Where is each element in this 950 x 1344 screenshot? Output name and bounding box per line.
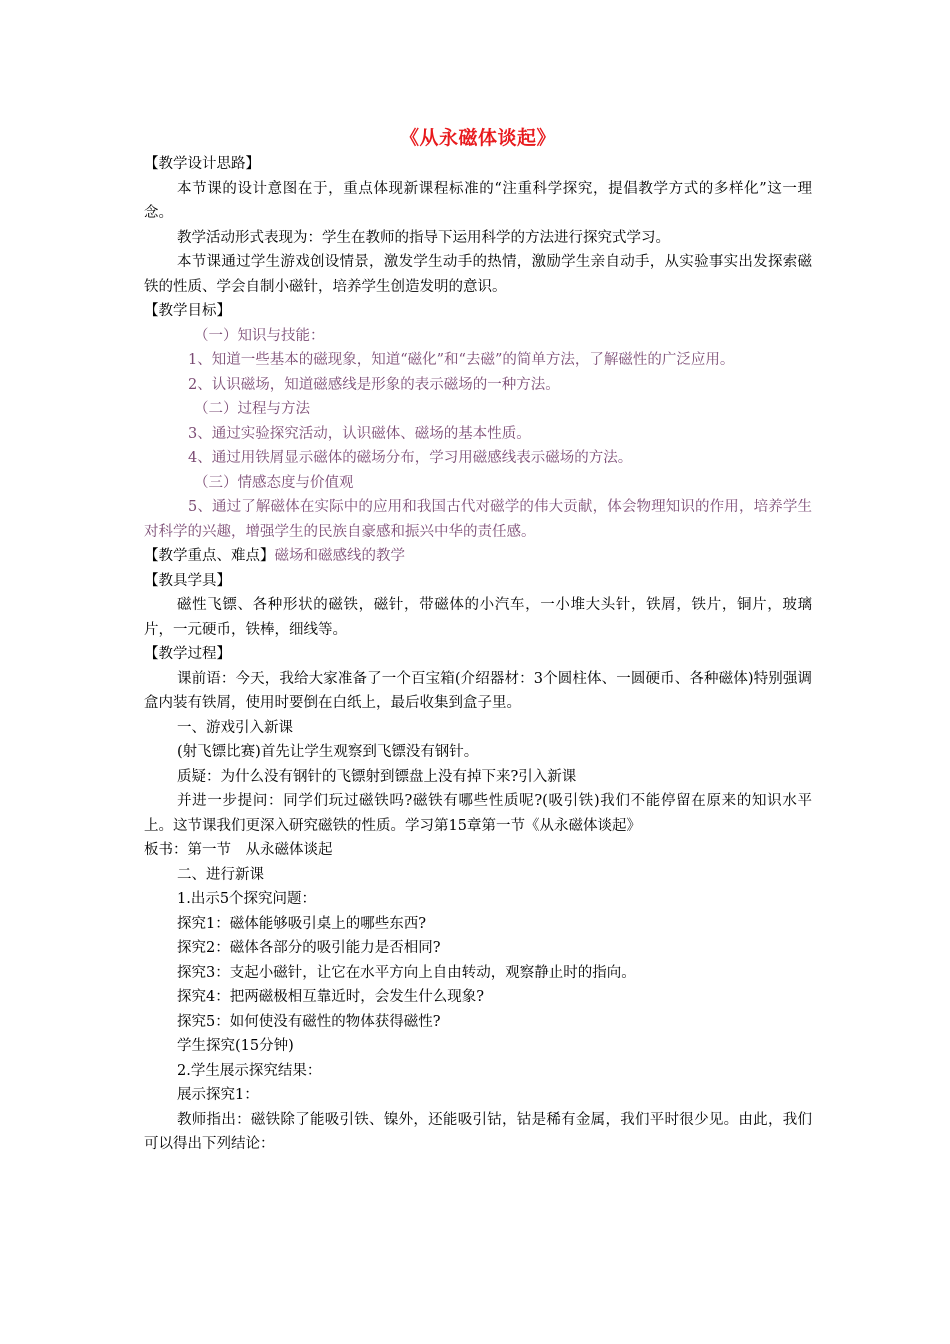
- inquiry-1: 探究1：磁体能够吸引桌上的哪些东西?: [177, 915, 426, 932]
- keypoints-text: 磁场和磁感线的教学: [274, 548, 405, 564]
- section-1-game: (射飞镖比赛)首先让学生观察到飞镖没有钢针。: [177, 744, 479, 760]
- board-text: 板书：第一节 从永磁体谈起: [144, 842, 333, 858]
- design-paragraph-1: 本节课的设计意图在于，重点体现新课程标准的“注重科学探究，提倡教学方式的多样化”这一理念。: [144, 180, 812, 221]
- design-paragraph-3: 本节课通过学生游戏创设情景，激发学生动手的热情，激励学生亲自动手，从实验事实出发探索磁铁的性质、学会自制小磁针，培养学生创造发明的意识。: [144, 254, 812, 295]
- inquiry-3: 探究3：支起小磁针，让它在水平方向上自由转动，观察静止时的指向。: [177, 964, 636, 981]
- teacher-note: 教师指出：磁铁除了能吸引铁、镍外，还能吸引钴，钴是稀有金属，我们平时很少见。由此，我们可以得出下列结论：: [144, 1111, 812, 1152]
- objectives-sub-attitude: （三）情感态度与价值观: [194, 474, 354, 491]
- document-title: 《从永磁体谈起》: [399, 127, 556, 149]
- objectives-sub-knowledge: （一）知识与技能：: [194, 327, 325, 344]
- keypoints-line: [144, 544, 812, 569]
- show-inquiry-1: 展示探究1：: [177, 1087, 259, 1103]
- process-intro: 课前语：今天，我给大家准备了一个百宝箱(介绍器材：3个圆柱体、一圆硬币、各种磁体)特别强调盒内装有铁屑，使用时要倒在白纸上，最后收集到盒子里。: [144, 670, 812, 711]
- tools-text: 磁性飞镖、各种形状的磁铁，磁针，带磁体的小汽车，一小堆大头针，铁屑，铁片，铜片，玻璃片，一元硬币，铁棒，细线等。: [144, 597, 812, 638]
- inquiry-intro: 1.出示5个探究问题：: [177, 891, 317, 907]
- inquiry-4: 探究4：把两磁极相互靠近时，会发生什么现象?: [177, 989, 484, 1005]
- keypoints-heading: 【教学重点、难点】: [144, 548, 275, 564]
- document-page: [144, 124, 812, 1157]
- objective-item-4: 4、通过用铁屑显示磁体的磁场分布，学习用磁感线表示磁场的方法。: [188, 450, 633, 466]
- process-heading: 【教学过程】: [144, 646, 231, 662]
- objective-item-1: 1、知道一些基本的磁现象，知道“磁化”和“去磁”的简单方法，了解磁性的广泛应用。: [188, 352, 735, 368]
- show-results: 2.学生展示探究结果：: [177, 1062, 322, 1079]
- design-heading: 【教学设计思路】: [144, 156, 260, 172]
- inquiry-2: 探究2：磁体各部分的吸引能力是否相同?: [177, 940, 441, 956]
- objectives-sub-process: （二）过程与方法: [194, 401, 310, 417]
- section-1-question: 质疑：为什么没有钢针的飞镖射到镖盘上没有掉下来?引入新课: [177, 768, 577, 785]
- objective-item-3: 3、通过实验探究活动，认识磁体、磁场的基本性质。: [188, 425, 531, 442]
- objective-item-2: 2、认识磁场，知道磁感线是形象的表示磁场的一种方法。: [188, 376, 560, 393]
- section-2-title: 二、进行新课: [177, 866, 264, 883]
- objectives-heading: 【教学目标】: [144, 303, 231, 319]
- section-1-followup: 并进一步提问：同学们玩过磁铁吗?磁铁有哪些性质呢?(吸引铁)我们不能停留在原来的知识水平上。这节课我们更深入研究磁铁的性质。学习第15章第一节《从永磁体谈起》: [144, 793, 812, 834]
- student-inquiry: 学生探究(15分钟): [177, 1038, 294, 1054]
- tools-heading: 【教具学具】: [144, 572, 231, 589]
- design-paragraph-2: 教学活动形式表现为：学生在教师的指导下运用科学的方法进行探究式学习。: [177, 229, 670, 246]
- section-1-title: 一、游戏引入新课: [177, 719, 293, 736]
- objective-item-5: 5、通过了解磁体在实际中的应用和我国古代对磁学的伟大贡献，体会物理知识的作用，培养学生对科学的兴趣，增强学生的民族自豪感和振兴中华的责任感。: [144, 499, 812, 540]
- inquiry-5: 探究5：如何使没有磁性的物体获得磁性?: [177, 1013, 441, 1030]
